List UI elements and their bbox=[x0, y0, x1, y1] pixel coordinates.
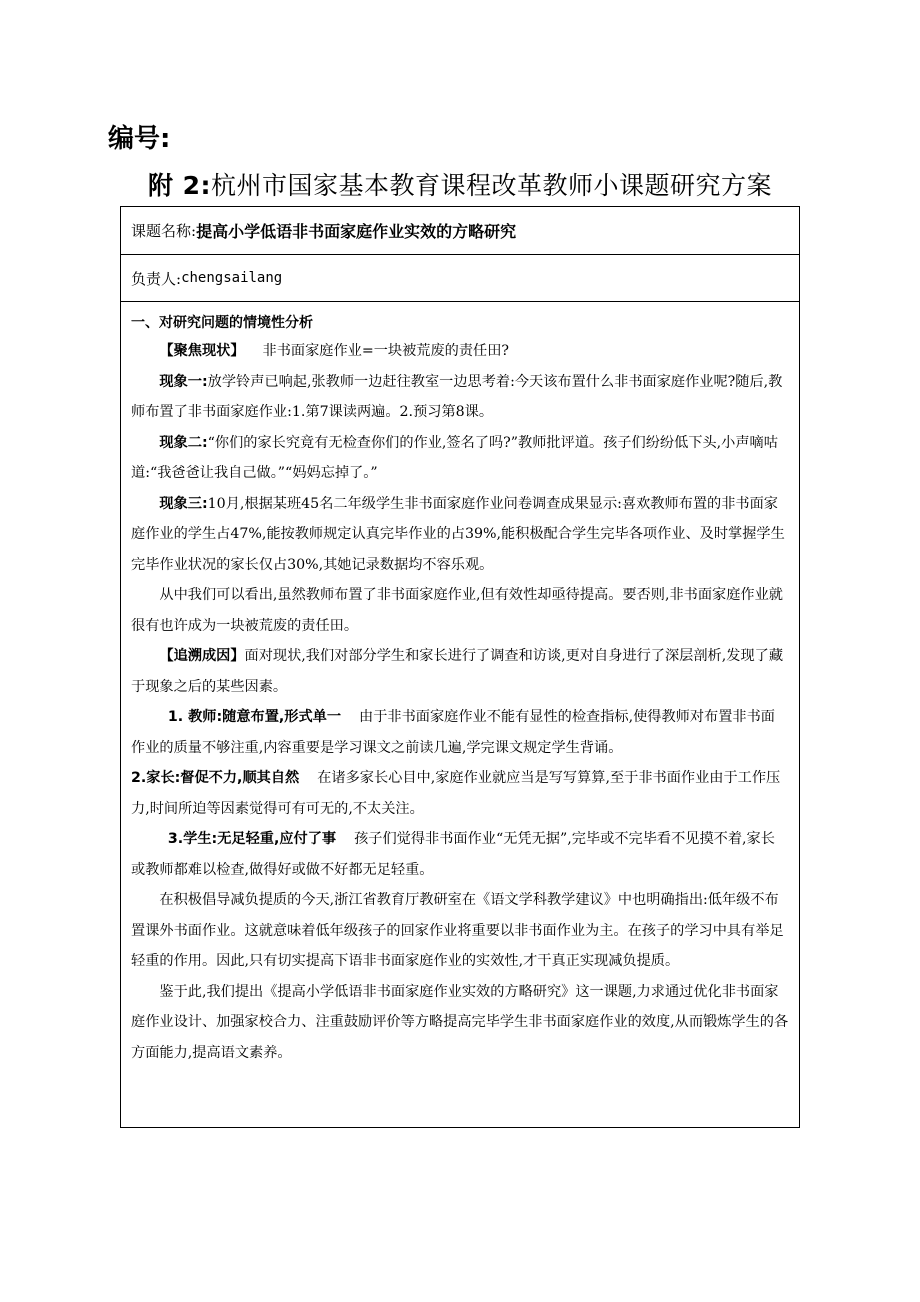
cause-teacher-lead: 1. 教师:随意布置,形式单一 bbox=[167, 709, 342, 725]
owner-label: 负责人: bbox=[131, 269, 182, 288]
cause-parent-text: 在诸多家长心目中,家庭作业就应当是写写算算,至于非书面作业由于工作压力,时间所迫等因素觉得可有可无的,不太关注。 bbox=[131, 770, 781, 817]
focus-paragraph bbox=[131, 336, 789, 367]
cause-paragraph bbox=[131, 641, 789, 702]
owner-row bbox=[121, 255, 799, 302]
phenomenon-1 bbox=[131, 367, 789, 428]
serial-label: 编号: bbox=[108, 124, 171, 154]
section-heading: 一、对研究问题的情境性分析 bbox=[131, 315, 313, 331]
phenomenon-3 bbox=[131, 489, 789, 581]
phenomenon-2-text: “你们的家长究竟有无检查你们的作业,签名了吗?”教师批评道。孩子们纷纷低下头,小声嘀咕道:“我爸爸让我自己做。”“妈妈忘掉了。” bbox=[131, 434, 778, 481]
cause-student-text: 孩子们觉得非书面作业“无凭无据”,完毕或不完毕看不见摸不着,家长或教师都难以检查,做得好或做不好都无足轻重。 bbox=[131, 831, 775, 878]
cause-student bbox=[131, 824, 789, 885]
focus-tag: 【聚焦现状】 bbox=[159, 343, 245, 359]
policy-paragraph: 在积极倡导减负提质的今天,浙江省教育厅教研室在《语文学科教学建议》中也明确指出:低年级不布置课外书面作业。这就意味着低年级孩子的回家作业将重要以非书面作业为主。在孩子的学习中具有举足轻重的作用。因此,只有切实提高下语非书面家庭作业的实效性,才干真正实现减负提质。 bbox=[131, 892, 784, 969]
phenomenon-2-lead: 现象二: bbox=[159, 434, 208, 451]
topic-row bbox=[121, 207, 799, 255]
title-text: 杭州市国家基本教育课程改革教师小课题研究方案 bbox=[211, 171, 773, 200]
cause-parent bbox=[131, 763, 789, 824]
cause-text: 面对现状,我们对部分学生和家长进行了调查和访谈,更对自身进行了深层剖析,发现了藏于现象之后的某些因素。 bbox=[131, 648, 784, 695]
cause-teacher-text: 由于非书面家庭作业不能有显性的检查指标,使得教师对布置非书面作业的质量不够注重,内容重要是学习课文之前读几遍,学完课文规定学生背诵。 bbox=[131, 709, 775, 756]
analysis-cell bbox=[121, 302, 799, 1068]
proposal-paragraph: 鉴于此,我们提出《提高小学低语非书面家庭作业实效的方略研究》这一课题,力求通过优化非书面家庭作业设计、加强家校合力、注重鼓励评价等方略提高完毕学生非书面家庭作业的效度,从而锻炼学生的各方面能力,提高语文素养。 bbox=[131, 983, 789, 1061]
cause-student-lead: 3.学生:无足轻重,应付了事 bbox=[167, 831, 337, 847]
phenomenon-3-lead: 现象三: bbox=[159, 495, 208, 512]
conclusion-paragraph: 从中我们可以看出,虽然教师布置了非书面家庭作业,但有效性却亟待提高。要否则,非书面家庭作业就很有也许成为一块被荒废的责任田。 bbox=[131, 587, 783, 634]
cause-tag: 【追溯成因】 bbox=[159, 648, 245, 664]
focus-text: 非书面家庭作业=一块被荒废的责任田? bbox=[262, 343, 510, 359]
topic-label: 课题名称: bbox=[131, 222, 197, 240]
title-prefix: 附 2: bbox=[147, 171, 212, 200]
phenomenon-3-text: 10月,根据某班45名二年级学生非书面家庭作业问卷调查成果显示:喜欢教师布置的非书面家庭作业的学生占47%,能按教师规定认真完毕作业的占39%,能积极配合学生完毕各项作业、及时掌握学生完毕作业状况的家长仅占30%,其她记录数据均不容乐观。 bbox=[131, 495, 785, 573]
cause-teacher bbox=[131, 702, 789, 763]
phenomenon-1-text: 放学铃声已响起,张教师一边赶往教室一边思考着:今天该布置什么非书面家庭作业呢?随后,教师布置了非书面家庭作业:1.第7课读两遍。2.预习第8课。 bbox=[131, 373, 783, 420]
document-title bbox=[0, 166, 920, 202]
phenomenon-1-lead: 现象一: bbox=[159, 373, 208, 390]
phenomenon-2 bbox=[131, 428, 789, 489]
cause-parent-lead: 2.家长:督促不力,顺其自然 bbox=[131, 770, 300, 786]
proposal-table bbox=[120, 206, 800, 1128]
owner-value: chengsailang bbox=[181, 270, 283, 286]
topic-value: 提高小学低语非书面家庭作业实效的方略研究 bbox=[196, 222, 517, 241]
